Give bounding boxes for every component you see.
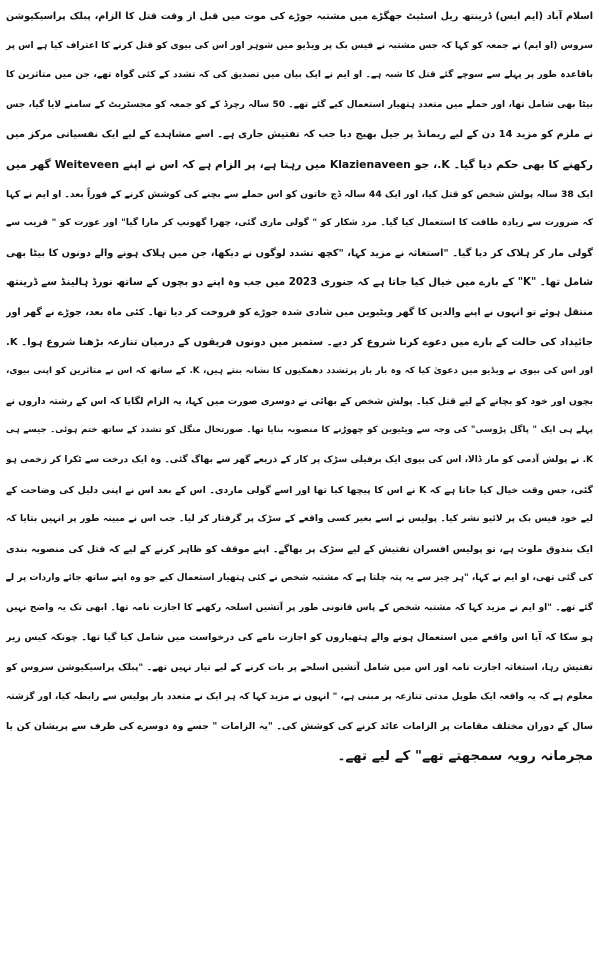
article-line: شامل تھا۔ "K" کے بارے میں خیال کیا جاتا ہے کہ جنوری 2023 میں جب وہ اپنے دو بچوں کے ساتھ نورڈ ہالینڈ سے ڈرینتھ — [6, 277, 593, 289]
article-line: اور اس کی بیوی نے ویڈیو میں دعویٰ کیا کہ وہ بار بار پرتشدد دھمکیوں کا نشانہ بنتے ہیں، K. کے ساتھ کہ اس نے متاثرین کو اپنی بیوی، — [6, 366, 593, 377]
article-line: مجرمانہ رویہ سمجھتے تھے" کے لیے تھے۔ — [337, 748, 593, 764]
article-line: کی گئی تھی، او ایم نے کہا، "ہر چیز سے یہ پتہ چلتا ہے کہ مشتبہ شخص نے کئی ہتھیار استعمال کیے جو وہ اپنے ساتھ جائے واردات پر لے — [6, 573, 593, 584]
article-line: ایک بندوق ملوث ہے، تو پولیس افسران تفتیش کے لیے سڑک پر بھاگے۔ اپنے موقف کو ظاہر کرنے کے لیے کہ قتل کی منصوبہ بندی — [6, 543, 593, 555]
article-line: بچوں اور خود کو بچانے کے لیے قتل کیا۔ پولش شخص کے بھائی نے دوسری صورت میں کہا، یہ الزام لگایا کہ اس کے رشتہ داروں نے — [6, 395, 593, 407]
article-line: باقاعدہ طور پر پہلے سے سوچے گئے قتل کا شبہ ہے۔ او ایم نے ایک بیان میں تصدیق کی کہ تشدد کے کئی گواہ تھے، جن میں متاثرین کا — [6, 70, 593, 81]
article-line: گئی، جس وقت خیال کیا جاتا ہے کہ K نے اس کا پیچھا کیا تھا اور اسے گولی ماردی۔ اس کے بعد اس نے اپنی دلیل کی وضاحت کے — [6, 484, 593, 496]
article-line: معلوم ہے کہ یہ واقعہ ایک طویل مدتی تنازعہ پر مبنی ہے، " انہوں نے مزید کہا کہ ہر ایک نے متعدد بار پولیس سے رابطہ کیا، اور گزشتہ — [6, 691, 593, 702]
article-line: سروس (او ایم) نے جمعہ کو کہا کہ جس مشتبہ نے فیس بک پر ویڈیو میں شوہر اور اس کی بیوی کو قتل کرنے کا اعتراف کیا ہے اس پر — [6, 40, 593, 51]
article-line: گولی مار کر ہلاک کر دیا گیا۔ "استغاثہ نے مزید کہا، "کچھ تشدد لوگوں نے دیکھا، جن میں ہلاک ہونے والے دونوں کا بیٹا بھی — [6, 247, 593, 259]
article-line: پہلے ہی ایک " پاگل پڑوسی" کی وجہ سے ویٹیوین کو چھوڑنے کا منصوبہ بنایا تھا۔ صورتحال منگل کو تشدد کے ساتھ ختم ہوئی۔ جیسے ہی — [6, 425, 593, 436]
article-line: ایک 38 سالہ پولش شخص کو قتل کیا، اور ایک 44 سالہ ڈچ خاتون کو اس حملے سے بچنے کی کوشش کرنے کے فوراً بعد۔ او ایم نے کہا — [6, 188, 593, 200]
article-line: تفتیش رہا، استغاثہ اجازت نامہ اور اس میں شامل آتشیں اسلحے پر بات کرنے کے لیے تیار نہیں تھے۔ "پبلک پراسیکیوشن سروس کو — [6, 662, 593, 674]
article-line: بیٹا بھی شامل تھا، اور حملے میں متعدد ہتھیار استعمال کیے گئے تھے۔ 50 سالہ رچرڈ کے کو جمعہ کو مجسٹریٹ کے سامنے لایا گیا، جس — [6, 99, 593, 110]
article-line: K. نے پولش آدمی کو مار ڈالا، اس کی بیوی ایک برفیلی سڑک پر کار کے ذریعے گھر سے بھاگ گئی۔ وہ ایک درخت سے ٹکرا کر زخمی ہو — [6, 454, 593, 465]
article-line: رکھنے کا بھی حکم دیا گیا۔ K.، جو Klazienaveen میں رہتا ہے، پر الزام ہے کہ اس نے اپنے Weiteveen گھر میں — [6, 157, 593, 171]
article-line: لیے خود فیس بک پر لائیو نشر کیا۔ پولیس نے اسے بغیر کسی واقعے کے سڑک پر گرفتار کر لیا۔ جب اس نے مبینہ طور پر انہیں بتایا کہ — [6, 514, 593, 525]
article-line: اسلام آباد (ایم ایس) ڈرینتھ ریل اسٹیٹ جھگڑے میں مشتبہ جوڑے کی موت میں قبل از وقت قتل کا الزام، پبلک پراسیکیوشن — [6, 11, 593, 22]
article-line: جائیداد کی حالت کے بارے میں دعوے کرنا شروع کر دیے۔ ستمبر میں دونوں فریقوں کے درمیان تنازعہ بڑھنا شروع ہوا۔ K. — [6, 336, 593, 348]
article-line: منتقل ہوئے تو انہوں نے اپنے والدین کا گھر ویٹیوین میں شادی شدہ جوڑے کو فروخت کر دیا تھا۔ کئی ماہ بعد، جوڑے نے گھر اور — [6, 306, 593, 318]
article-line: گئے تھے۔ "او ایم نے مزید کہا کہ مشتبہ شخص کے پاس قانونی طور پر آتشیں اسلحہ رکھنے کا اجازت نامہ تھا۔ ابھی تک یہ واضح نہیں — [6, 602, 593, 613]
article-line: سال کے دوران مختلف مقامات پر الزامات عائد کرنے کی کوشش کی۔ "یہ الزامات " جسے وہ دوسرے کی طرف سے پریشان کن یا — [6, 721, 593, 733]
article-line: کہ ضرورت سے زیادہ طاقت کا استعمال کیا گیا۔ مرد شکار کو " گولی ماری گئی، چھرا گھونپ کر مارا گیا" اور عورت کو " قریب سے — [6, 218, 593, 229]
article-line: نے ملزم کو مزید 14 دن کے لیے ریمانڈ پر جیل بھیج دیا جب کہ تفتیش جاری ہے۔ اسے مشاہدے کے لیے ایک نفسیاتی مرکز میں — [6, 129, 593, 141]
article-line: ہو سکا کہ آیا اس واقعے میں استعمال ہونے والے ہتھیاروں کو اجازت نامے کی درخواست میں شامل کیا گیا تھا۔ چونکہ کیس زیر — [6, 632, 593, 644]
